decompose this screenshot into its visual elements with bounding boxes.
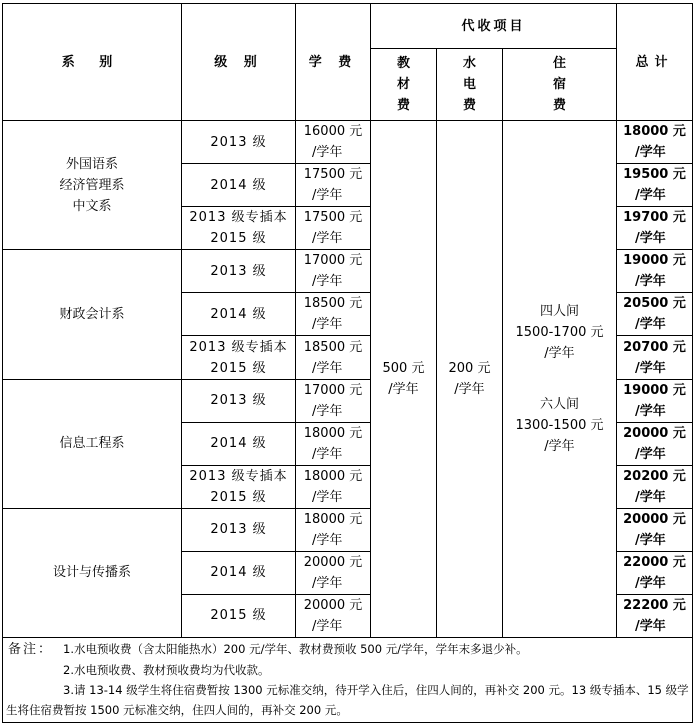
fee-table	[2, 3, 693, 638]
utilities-fee-cell: 200 元 /学年	[437, 121, 503, 638]
note-2: 2.水电预收费、教材预收费均为代收款。	[63, 663, 270, 677]
tuition-cell: 20000 元 /学年	[296, 551, 371, 594]
header-tuition: 学 费	[296, 4, 371, 121]
dorm-six: 六人间	[539, 397, 579, 413]
header-total: 总计	[617, 4, 693, 121]
total-cell: 18000 元 /学年	[617, 121, 693, 164]
note-3: 3.请 13-14 级学生将住宿费暂按 1300 元标准交纳，待开学入住后，住四人间的，再补交 200 元。13 级专插本、15 级学	[63, 683, 689, 697]
header-grade: 级 别	[182, 4, 296, 121]
grade-cell: 2015 级	[182, 594, 296, 637]
header-books: 教 材 费	[371, 49, 437, 121]
notes-label: 备注：	[8, 642, 54, 657]
header-utilities: 水 电 费	[437, 49, 503, 121]
total-cell: 20700 元 /学年	[617, 336, 693, 379]
grade-cell: 2013 级	[182, 508, 296, 551]
total-cell: 22200 元 /学年	[617, 594, 693, 637]
total-cell: 19500 元 /学年	[617, 164, 693, 207]
tuition-cell: 18500 元 /学年	[296, 293, 371, 336]
dorm-fee-cell: 四人间 1500-1700 元 /学年 六人间 1300-1500 元 /学年	[503, 121, 617, 638]
tuition-cell: 17500 元 /学年	[296, 207, 371, 250]
grade-cell: 2014 级	[182, 293, 296, 336]
total-cell: 20000 元 /学年	[617, 508, 693, 551]
dept-cell: 设计与传播系	[3, 508, 182, 637]
total-cell: 20200 元 /学年	[617, 465, 693, 508]
grade-cell: 2013 级专插本 2015 级	[182, 336, 296, 379]
grade-cell: 2013 级专插本 2015 级	[182, 465, 296, 508]
tuition-cell: 17000 元 /学年	[296, 379, 371, 422]
header-dept: 系 别	[3, 4, 182, 121]
notes-section	[2, 638, 693, 723]
dept-cell: 信息工程系	[3, 379, 182, 508]
books-fee-cell: 500 元 /学年	[371, 121, 437, 638]
dorm-four: 四人间	[539, 304, 579, 320]
total-cell: 20500 元 /学年	[617, 293, 693, 336]
tuition-cell: 18000 元 /学年	[296, 422, 371, 465]
tuition-cell: 18000 元 /学年	[296, 465, 371, 508]
grade-cell: 2014 级	[182, 164, 296, 207]
header-dorm: 住 宿 费	[503, 49, 617, 121]
header-collected-items: 代收项目	[371, 4, 617, 49]
note-1: 1.水电预收费（含太阳能热水）200 元/学年、教材费预收 500 元/学年，学年末多退少补。	[63, 642, 528, 656]
grade-cell: 2013 级	[182, 379, 296, 422]
tuition-cell: 18500 元 /学年	[296, 336, 371, 379]
total-cell: 20000 元 /学年	[617, 422, 693, 465]
total-cell: 19000 元 /学年	[617, 379, 693, 422]
tuition-cell: 18000 元 /学年	[296, 508, 371, 551]
tuition-cell: 17000 元 /学年	[296, 250, 371, 293]
grade-cell: 2013 级	[182, 250, 296, 293]
total-cell: 19000 元 /学年	[617, 250, 693, 293]
dept-cell: 财政会计系	[3, 250, 182, 379]
tuition-cell: 17500 元 /学年	[296, 164, 371, 207]
total-cell: 22000 元 /学年	[617, 551, 693, 594]
dept-cell: 外国语系 经济管理系 中文系	[3, 121, 182, 250]
grade-cell: 2014 级	[182, 551, 296, 594]
note-3-continued: 生将住宿费暂按 1500 元标准交纳，住四人间的，再补交 200 元。	[6, 703, 348, 717]
tuition-cell: 16000 元 /学年	[296, 121, 371, 164]
grade-cell: 2013 级专插本 2015 级	[182, 207, 296, 250]
tuition-cell: 20000 元 /学年	[296, 594, 371, 637]
grade-cell: 2013 级	[182, 121, 296, 164]
grade-cell: 2014 级	[182, 422, 296, 465]
total-cell: 19700 元 /学年	[617, 207, 693, 250]
